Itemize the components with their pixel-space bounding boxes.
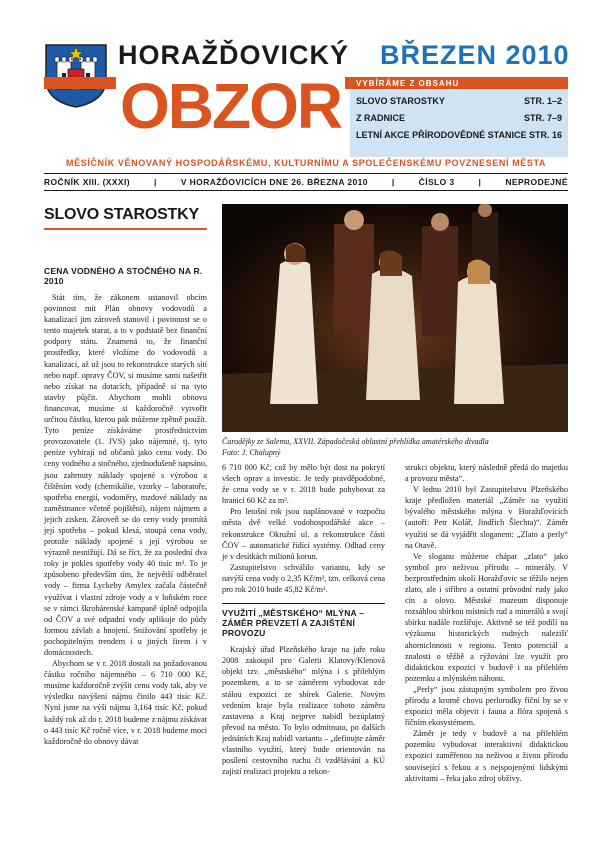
info-divider: | [478,177,482,187]
article-heading: VYUŽITÍ „MĚSTSKÉHO“ MLÝNA – ZÁMĚR PŘEVZETÍ A ZAJIŠTĚNÍ PROVOZU [222,603,385,638]
article-paragraph: 6 710 000 Kč, což by mělo být dost na pokrytí všech oprav a investic. Je tedy pravděpodobné, že cena vody se v r. 2018 bude pohybovat za hranicí 60 Kč za m³. [222,463,385,506]
article-paragraph: Ve sloganu můžeme chápat „zlato“ jako symbol pro neživou přírodu – minerály. V bezprostředním okolí Horažďovic se těžilo nejen zlato, ale i stříbro a ostatní průvodní rudy jako cín a olovo. Městské muzeum disponuje rozsáhlou sbírkou místních rud a minerálů a svojí sbírku nadále rozšiřuje. Aktivně se též podílí na výzkumu historických rudných nalezišť ahorniclnnosti v regionu. Tento potenciál a znalosti o těžbě a rýžování lze využít pro didaktickou expozici v budově i na přilehlém pozemku a mlýnském náhonu. [405,551,568,683]
toc-item-page: STR. 7–9 [523,113,562,123]
article-column-1 [44,254,207,747]
article-paragraph: strukci objektu, který následně předá do majetku a provozu města“. [405,463,568,484]
town-crest-logo [44,43,108,109]
issue-place-date: V HORAŽĎOVICÍCH DNE 26. BŘEZNA 2010 [180,177,368,187]
toc-item-label: SLOVO STAROSTKY [356,96,445,106]
toc-item-page: STR. 1–2 [523,96,562,106]
info-divider: | [391,177,395,187]
toc-item-label: LETNÍ AKCE PŘÍRODOVĚDNÉ STANICE [356,130,527,140]
article-paragraph: Krajský úřad Plzeňského kraje na jaře roku 2008 zakoupil pro Galerii Klatovy/Klenová objekt tzv. „městského“ mlýna i s přilehlým pozemkem, a to se záměrem vybudovat zde stálou expozici ze sbírek Galerie. Novým vedením kraje byla realizace tohoto záměru zastavena a Kraj nejprve nabídl bezúplatný převod na město. To bylo odmítnuto, po dalších jednáních Kraj nabídl variantu – „definujte záměr vlastního využití, který bude orientován na posílení cestovního ruchu či vzdělávání a KÚ zajistí realizaci projektu a rekon- [222,645,385,777]
masthead-tagline: MĚSÍČNÍK VĚNOVANÝ HOSPODÁŘSKÉMU, KULTURNÍMU A SPOLEČENSKÉMU POVZNESENÍ MĚSTA [66,158,546,168]
toc-item[interactable] [356,110,562,127]
info-divider: | [154,177,157,187]
article-paragraph: „Perly“ jsou zástupným symbolem pro živou přírodu a kromě chovu perlorodky říční by se v expozici měla objevit i fauna a flóra spojená s říčním ekosystémem. [405,684,568,728]
article-paragraph: Zastupitelstvo schválilo variantu, kdy se navýší cena vody o 2,35 Kč/m³, tzn. celková cena pro rok 2010 bude 45,82 Kč/m³. [222,562,385,595]
toc-list [350,89,568,157]
article-column-3 [405,462,568,784]
article-paragraph: Pro letošní rok jsou naplánované v rozpočtu města dvě velké vodohospodářské akce – rekonstrukce Okružní ul. a rekonstrukce části ČOV – automatické řídící systémy. Odhad ceny je v desítkách milionů korun. [222,507,385,561]
photo-caption-title: Čarodějky ze Salemu, XXVII. Západočeská oblastní přehlídka amatérského divadla [222,437,489,446]
toc-item-page: STR. 16 [528,130,562,140]
toc-item[interactable] [356,127,562,144]
article-paragraph: V lednu 2010 byl Zastupitelstvu Plzeňského kraje předložen materiál „Záměr na využití bývalého městského mlýna v Horažďovicích (autoři: Petr Kolář, Jindřich Šlechta)“. Záměr využití se dá vyjádřit sloganem: „Zlato a perly“ na Otavě. [405,485,568,550]
photo-caption [222,436,568,458]
article-paragraph: Abychom se v r. 2018 dostali na požadovanou částku ročního nájemného – 6 710 000 Kč, musíme každoročně zvýšit cenu vody tak, aby ve výsledku navýšení nájmu činilo 443 tisíc Kč. Nyní jsme na výši nájmu 3,164 tisíc Kč, pokud každý rok až do r. 2018 budeme z nájmu získávat o 443 tisíc Kč ročně více, v r. 2018 budeme moci každoročně do obnovy dávat [44,659,207,746]
issue-info-bar [44,173,568,191]
photo-caption-credit: Foto: J. Chalupný [222,448,281,457]
theatre-photo [222,204,568,432]
toc-heading: VYBÍRÁME Z OBSAHU [350,77,568,89]
issue-price: NEPRODEJNÉ [505,177,568,187]
masthead-title-main: OBZOR [116,74,345,138]
toc-item-label: Z RADNICE [356,113,405,123]
article-paragraph: Stát tím, že zákonem ustanovil obcím povinnost mít Plán obnovy vodovodů a kanalizací jim zároveň stanovil i povinnost se o tento majetek starat, a to v podstatě bez finanční podpory státu. Znamená to, že finanční prostředky, které vložíme do vodovodů a kanalizací, až už jsou to rekonstrukce starých sítí nebo např. opravy ČOV, si musíme sami našetřit nebo získat na dotacích, případně si na tyto stavby půjčit. Abychom mohli obnovu financovat, musíme si každoročně vytvořit určitou částku, kterou pak můžeme zpětně použít. Tyto peníze získáváme prostřednictvím provozovatele (1. JVS) jako nájemné, tj. tyto peníze vybírají od občanů jako cenu vody. Do ceny vodného a stočného, zjednodušeně napsáno, jsou zahrnuty náklady spojené s výrobou a čištěním vody (chemikálie, vzorky – laboratoře, spotřeba energií, vodoměry, mzdové náklady na zaměstnance včetně pojištění), nájem nájmem a jejich zisken. Zároveň se do ceny vody promítá její spotřeba – pokud klesá, stoupá cena vody, protože náklady spojené s její výrobou se výrazně nesnižují. Dá se říct, že za poslední dva roky je pokles spotřeby vody 40 tisíc m³. To je způsobeno především tím, že největší odběratel vody – firma Lyckeby Amylex začala částečně využívat i vlastní zdroje vody a v loňském roce se v rámci škrobárenské kampaně úplně odpojila od ČOV a své odpadní vody aplikuje do půdy formou závlah a hnojení. Snižování spotřeby je pochopitelným trendem i u jiných firem i v domácnostech. [44,293,207,657]
toc-item[interactable] [356,93,562,110]
issue-volume: ROČNÍK XIII. (XXXI) [44,177,130,187]
masthead-title-top: HORAŽĎOVICKÝ [118,40,350,70]
article-column-2 [222,462,385,777]
table-of-contents [350,77,568,157]
issue-month: BŘEZEN 2010 [380,40,570,70]
article-heading: CENA VODNÉHO A STOČNÉHO NA R. 2010 [44,266,203,286]
issue-number: ČÍSLO 3 [418,177,455,187]
article-paragraph: Záměr je tedy v budově a na přilehlém pozemku vybudovat interaktivní didaktickou expozici zaměřenou na neživou a živou přírodu související s řekou a s nejspojenými lidskými aktivitami – řeka jako zdroj obživy. [405,729,568,783]
section-title: SLOVO STAROSTKY [44,206,207,230]
